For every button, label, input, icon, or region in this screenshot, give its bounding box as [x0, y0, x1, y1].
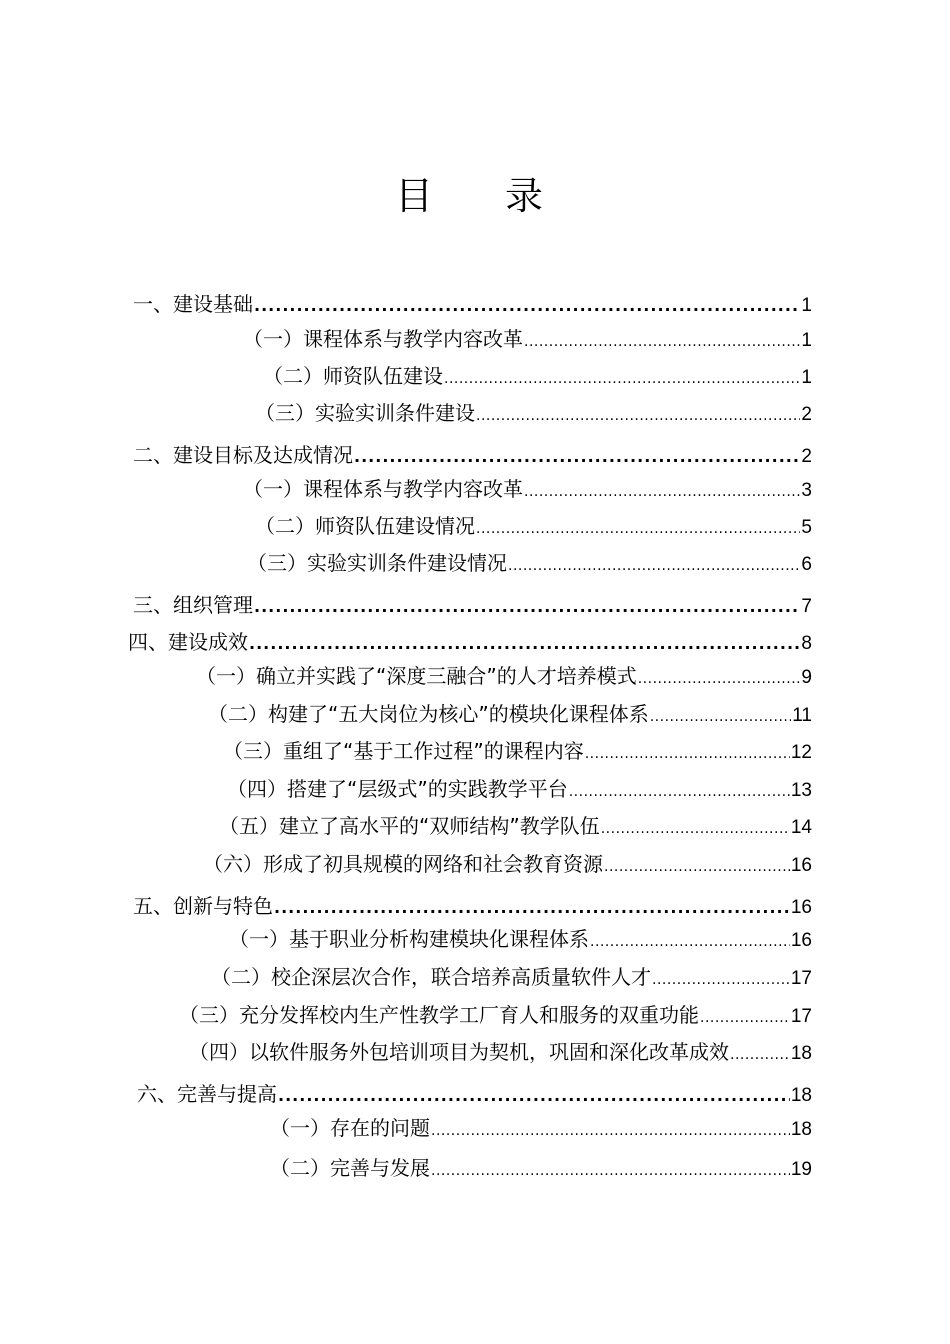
dot-leader [700, 1004, 790, 1032]
toc-entry-label: （三）实验实训条件建设情况 [247, 551, 507, 575]
dot-leader [638, 665, 801, 693]
toc-entry-page: 16 [790, 897, 812, 918]
toc-entry-page: 1 [801, 367, 812, 388]
toc-entry-page: 9 [801, 667, 812, 688]
toc-entry-label: （二）完善与发展 [270, 1156, 430, 1180]
toc-entry-label: （一）课程体系与教学内容改革 [243, 477, 523, 501]
toc-entry[interactable] [270, 1114, 812, 1145]
toc-entry-page: 18 [790, 1119, 812, 1140]
dot-leader [274, 894, 790, 922]
dot-leader [652, 966, 790, 994]
toc-entry-page: 17 [790, 1006, 812, 1027]
dot-leader [354, 443, 800, 471]
dot-leader [431, 1157, 790, 1185]
toc-entry[interactable] [128, 628, 812, 658]
toc-entry-page: 1 [801, 295, 812, 316]
toc-entry-label: （二）师资队伍建设 [263, 364, 443, 388]
dot-leader [524, 478, 800, 506]
dot-leader [249, 630, 800, 658]
toc-entry-page: 13 [790, 780, 812, 801]
toc-entry[interactable] [263, 362, 812, 393]
dot-leader [254, 292, 800, 320]
toc-entry-label: （一）课程体系与教学内容改革 [243, 327, 523, 351]
toc-entry[interactable] [133, 441, 812, 471]
toc-entry-label: （三）实验实训条件建设 [255, 401, 475, 425]
toc-entry-label: 二、建设目标及达成情况 [133, 443, 353, 467]
toc-entry-page: 18 [790, 1085, 812, 1106]
dot-leader [431, 1117, 790, 1145]
dot-leader [650, 703, 792, 731]
toc-entry-label: （四）搭建了“层级式”的实践教学平台 [227, 777, 568, 801]
toc-entry[interactable] [255, 512, 812, 543]
dot-leader [476, 515, 800, 543]
toc-entry-page: 8 [801, 633, 812, 654]
toc-entry-label: （一）确立并实践了“深度三融合”的人才培养模式 [196, 664, 637, 688]
toc-entry[interactable] [133, 290, 812, 320]
toc-entry-label: 六、完善与提高 [137, 1082, 277, 1106]
toc-entry[interactable] [219, 812, 812, 843]
toc-entry-page: 5 [801, 517, 812, 538]
toc-entry[interactable] [255, 399, 812, 430]
toc-entry[interactable] [243, 475, 812, 506]
dot-leader [585, 740, 790, 768]
toc-entry[interactable] [229, 925, 812, 956]
toc-entry-label: （二）校企深层次合作，联合培养高质量软件人才 [211, 965, 651, 989]
toc-entry-page: 3 [801, 480, 812, 501]
toc-entry-label: （六）形成了初具规模的网络和社会教育资源 [203, 852, 603, 876]
dot-leader [604, 853, 790, 881]
toc-entry-page: 14 [790, 817, 812, 838]
toc-entry-page: 18 [790, 1043, 812, 1064]
toc-entry[interactable] [223, 737, 812, 768]
toc-entry-label: 五、创新与特色 [133, 894, 273, 918]
toc-entry-label: （二）构建了“五大岗位为核心”的模块化课程体系 [208, 702, 649, 726]
toc-entry-label: （一）存在的问题 [270, 1116, 430, 1140]
toc-entry-page: 11 [792, 705, 812, 726]
dot-leader [444, 365, 800, 393]
toc-entry-label: 三、组织管理 [133, 593, 253, 617]
toc-entry-label: （五）建立了高水平的“双师结构”教学队伍 [219, 814, 600, 838]
dot-leader [508, 552, 800, 580]
toc-entry[interactable] [227, 775, 812, 806]
toc-entry-label: 四、建设成效 [128, 630, 248, 654]
toc-entry[interactable] [208, 700, 812, 731]
toc-entry[interactable] [270, 1154, 812, 1185]
dot-leader [254, 593, 800, 621]
toc-entry-page: 7 [801, 596, 812, 617]
toc-entry-label: （二）师资队伍建设情况 [255, 514, 475, 538]
dot-leader [278, 1082, 790, 1110]
toc-entry-page: 6 [801, 554, 812, 575]
toc-entry-label: （三）重组了“基于工作过程”的课程内容 [223, 739, 584, 763]
toc-entry[interactable] [179, 1001, 812, 1032]
toc-entry[interactable] [247, 549, 812, 580]
toc-entry-page: 19 [790, 1159, 812, 1180]
dot-leader [476, 402, 800, 430]
dot-leader [524, 328, 800, 356]
dot-leader [569, 778, 790, 806]
toc-entry-label: （三）充分发挥校内生产性教学工厂育人和服务的双重功能 [179, 1003, 699, 1027]
toc-entry-label: （四）以软件服务外包培训项目为契机，巩固和深化改革成效 [189, 1040, 729, 1064]
toc-entry[interactable] [137, 1080, 812, 1110]
toc-entry[interactable] [196, 662, 812, 693]
dot-leader [730, 1041, 790, 1069]
toc-entry-page: 1 [801, 330, 812, 351]
toc-entry[interactable] [133, 892, 812, 922]
toc-entry[interactable] [243, 325, 812, 356]
toc-entry-label: （一）基于职业分析构建模块化课程体系 [229, 927, 589, 951]
toc-entry-label: 一、建设基础 [133, 292, 253, 316]
toc-entry[interactable] [189, 1038, 812, 1069]
toc-entry-page: 12 [790, 742, 812, 763]
dot-leader [590, 928, 790, 956]
toc-entry[interactable] [211, 963, 812, 994]
toc-entry[interactable] [133, 591, 812, 621]
toc-entry-page: 16 [790, 930, 812, 951]
page-title: 目 录 [394, 174, 574, 218]
toc-entry-page: 16 [790, 855, 812, 876]
toc-entry-page: 17 [790, 968, 812, 989]
toc-entry-page: 2 [801, 404, 812, 425]
toc-entry[interactable] [203, 850, 812, 881]
dot-leader [601, 815, 790, 843]
toc-entry-page: 2 [801, 446, 812, 467]
